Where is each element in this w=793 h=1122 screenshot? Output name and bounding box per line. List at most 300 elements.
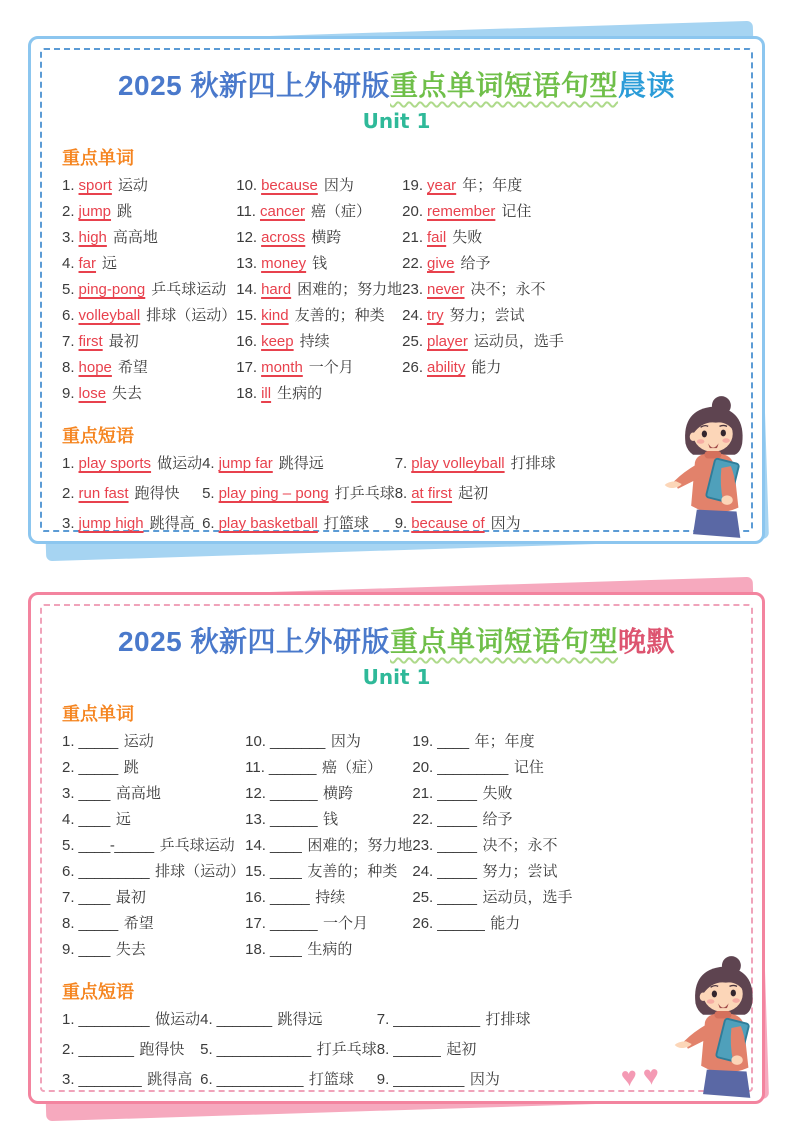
word-blank-item [245, 811, 412, 829]
word-blank-item [62, 889, 245, 907]
word-item [62, 229, 236, 247]
item-number: 8. [62, 915, 75, 932]
item-number: 19. [402, 177, 423, 194]
item-word: ability [427, 359, 466, 376]
item-meaning: 希望 [123, 915, 154, 932]
phrase-blank-item [200, 1011, 377, 1029]
item-meaning: 因为 [490, 515, 521, 532]
item-number: 18. [245, 941, 266, 958]
item-word: year [427, 177, 457, 194]
item-blank: ______ [269, 811, 318, 828]
item-number: 20. [412, 759, 434, 776]
phrase-item [395, 485, 556, 503]
item-meaning: 跑得快 [134, 485, 180, 502]
item-blank: _____ [78, 733, 118, 750]
hearts-decoration [620, 1060, 666, 1094]
item-blank: _____ [437, 785, 477, 802]
item-meaning: 排球（运动） [146, 307, 237, 324]
item-meaning: 高高地 [112, 229, 158, 246]
item-number: 22. [402, 255, 423, 272]
item-word: keep [261, 333, 294, 350]
item-meaning: 因为 [323, 177, 354, 194]
morning-phrases-heading: 重点短语 [62, 426, 134, 446]
word-blank-item [245, 863, 412, 881]
word-blank-item [62, 941, 245, 959]
word-item [402, 203, 564, 221]
item-word: cancer [259, 203, 306, 220]
item-number: 7. [62, 333, 75, 350]
item-number: 21. [412, 785, 434, 802]
item-meaning: 运动员，选手 [473, 333, 564, 350]
item-meaning: 运动员，选手 [482, 889, 573, 906]
item-phrase: play ping – pong [218, 485, 329, 502]
item-meaning: 横跨 [323, 785, 354, 802]
item-number: 4. [200, 1011, 213, 1028]
item-number: 24. [402, 307, 423, 324]
word-blank-item [412, 811, 572, 829]
word-item [62, 255, 236, 273]
item-meaning: 友善的；种类 [307, 863, 398, 880]
word-item [62, 281, 236, 299]
word-blank-item [62, 759, 245, 777]
item-meaning: 乒乓球运动 [151, 281, 227, 298]
item-number: 23. [412, 837, 434, 854]
item-number: 11. [236, 203, 256, 220]
word-item [62, 359, 236, 377]
item-number: 9. [394, 515, 408, 532]
item-number: 8. [394, 485, 408, 502]
item-number: 6. [200, 1071, 213, 1088]
phrase-item [395, 455, 556, 473]
item-word: far [78, 255, 97, 272]
item-blank: ____ [269, 863, 302, 880]
phrase-item [202, 455, 395, 473]
item-phrase: because of [411, 515, 485, 532]
item-meaning: 持续 [315, 889, 346, 906]
item-word: across [261, 229, 306, 246]
word-item [62, 307, 236, 325]
item-phrase: at first [411, 485, 453, 502]
item-blank: ______ [269, 915, 318, 932]
item-word: ill [261, 385, 272, 402]
item-meaning: 最初 [115, 889, 146, 906]
item-meaning: 癌（症） [321, 759, 382, 776]
item-meaning: 打排球 [510, 455, 556, 472]
item-phrase: play sports [78, 455, 152, 472]
item-word: high [78, 229, 107, 246]
word-column [402, 177, 564, 411]
phrase-item [202, 485, 395, 503]
item-meaning: 生病的 [277, 385, 323, 402]
item-number: 17. [236, 359, 258, 376]
item-blank: _____ [437, 863, 477, 880]
item-number: 16. [236, 333, 258, 350]
item-meaning: 做运动 [155, 1011, 201, 1028]
morning-panel [28, 36, 765, 544]
item-meaning: 持续 [299, 333, 330, 350]
word-blank-item [412, 759, 572, 777]
phrase-blank-item [377, 1071, 531, 1089]
item-word: try [427, 307, 444, 324]
item-word: month [261, 359, 303, 376]
item-meaning: 给予 [482, 811, 513, 828]
item-number: 3. [62, 785, 75, 802]
item-word: player [427, 333, 468, 350]
item-number: 16. [245, 889, 266, 906]
heart-icon: ♥ [619, 1061, 644, 1093]
phrase-column [62, 455, 202, 545]
item-number: 3. [62, 1071, 75, 1088]
item-blank: ____ [78, 811, 110, 828]
item-meaning: 跳得高 [149, 515, 195, 532]
item-meaning: 起初 [458, 485, 489, 502]
word-column [62, 733, 245, 967]
word-blank-item [245, 733, 412, 751]
item-number: 4. [62, 255, 75, 272]
item-meaning: 能力 [490, 915, 521, 932]
item-number: 5. [200, 1041, 213, 1058]
morning-word-columns [42, 177, 751, 411]
evening-title [42, 620, 751, 660]
item-word: give [427, 255, 455, 272]
word-item [236, 255, 402, 273]
word-item [236, 229, 402, 247]
title-edition: 2025 秋新四上外研版 [117, 70, 391, 101]
item-meaning: 决不；永不 [482, 837, 558, 854]
item-meaning: 打乒乓球 [334, 485, 395, 502]
item-meaning: 努力；尝试 [449, 307, 525, 324]
item-meaning: 起初 [446, 1041, 477, 1058]
item-meaning: 跳得远 [278, 455, 324, 472]
morning-title [42, 64, 751, 104]
item-phrase: play basketball [218, 515, 318, 532]
item-number: 12. [245, 785, 266, 802]
item-blank: _____ [269, 889, 310, 906]
phrase-column [395, 455, 556, 545]
item-meaning: 友善的；种类 [294, 307, 385, 324]
morning-dashed-frame [40, 48, 753, 532]
phrase-column [62, 1011, 200, 1101]
item-word: sport [78, 177, 112, 194]
title-topic: 重点单词短语句型 [390, 626, 619, 657]
item-word: hard [261, 281, 292, 298]
item-meaning: 高高地 [115, 785, 161, 802]
morning-phrase-columns [42, 455, 751, 545]
evening-unit-label: Unit 1 [362, 665, 431, 689]
item-word: money [261, 255, 307, 272]
phrase-item [62, 455, 202, 473]
item-meaning: 跑得快 [139, 1041, 185, 1058]
item-meaning: 打排球 [485, 1011, 531, 1028]
evening-word-columns [42, 733, 751, 967]
item-number: 1. [62, 455, 75, 472]
item-meaning: 记住 [501, 203, 532, 220]
item-meaning: 远 [102, 255, 118, 272]
word-blank-item [245, 759, 412, 777]
item-number: 26. [412, 915, 434, 932]
word-blank-item [412, 915, 572, 933]
item-meaning: 一个月 [323, 915, 369, 932]
item-number: 14. [245, 837, 266, 854]
item-blank: _________ [393, 1071, 464, 1088]
title-edition: 2025 秋新四上外研版 [117, 626, 391, 657]
item-blank: ___________ [393, 1011, 480, 1028]
word-item [402, 333, 564, 351]
word-blank-item [412, 785, 572, 803]
item-number: 12. [236, 229, 258, 246]
item-number: 10. [245, 733, 266, 750]
item-meaning: 打篮球 [308, 1071, 354, 1088]
item-meaning: 失去 [112, 385, 143, 402]
word-item [402, 359, 564, 377]
item-blank: _______ [78, 1041, 134, 1058]
item-blank: _______ [216, 1011, 272, 1028]
morning-card [28, 36, 765, 544]
item-number: 2. [62, 1041, 75, 1058]
phrase-blank-item [62, 1041, 200, 1059]
item-meaning: 横跨 [311, 229, 342, 246]
heart-icon: ♥ [641, 1059, 666, 1091]
item-blank: ____ [78, 941, 110, 958]
phrase-blank-item [200, 1041, 377, 1059]
item-blank: _____ [78, 915, 118, 932]
evening-dashed-frame [40, 604, 753, 1092]
phrase-blank-item [377, 1041, 531, 1059]
word-item [62, 203, 236, 221]
item-number: 17. [245, 915, 266, 932]
phrase-column [200, 1011, 377, 1101]
word-item [402, 281, 564, 299]
item-number: 23. [402, 281, 423, 298]
phrase-item [62, 485, 202, 503]
item-number: 20. [402, 203, 423, 220]
phrase-item [202, 515, 395, 533]
morning-unit-label: Unit 1 [362, 109, 431, 133]
item-meaning: 远 [115, 811, 131, 828]
item-meaning: 最初 [108, 333, 139, 350]
phrase-column [202, 455, 395, 545]
item-number: 22. [412, 811, 434, 828]
item-number: 6. [62, 307, 75, 324]
item-number: 9. [62, 941, 75, 958]
item-number: 15. [236, 307, 258, 324]
item-meaning: 癌（症） [311, 203, 372, 220]
word-blank-item [62, 915, 245, 933]
title-session: 晚默 [618, 626, 676, 657]
item-meaning: 打篮球 [323, 515, 369, 532]
item-meaning: 因为 [469, 1071, 500, 1088]
item-blank: ______ [268, 759, 316, 776]
item-meaning: 失去 [115, 941, 146, 958]
item-blank: ____ [437, 733, 469, 750]
word-item [236, 333, 402, 351]
title-session: 晨读 [618, 70, 676, 101]
item-blank: _______ [269, 733, 325, 750]
item-number: 8. [376, 1041, 390, 1058]
item-blank: ______ [269, 785, 318, 802]
item-word: jump [78, 203, 112, 220]
item-word: ping-pong [78, 281, 146, 298]
item-number: 11. [245, 759, 265, 776]
item-number: 6. [202, 515, 215, 532]
item-number: 3. [62, 515, 75, 532]
word-item [402, 307, 564, 325]
item-number: 3. [62, 229, 75, 246]
item-meaning: 跳 [117, 203, 133, 220]
word-item [62, 333, 236, 351]
evening-card [28, 592, 765, 1104]
item-blank: _____ [437, 811, 477, 828]
item-meaning: 运动 [117, 177, 148, 194]
item-word: hope [78, 359, 112, 376]
phrase-blank-item [377, 1011, 531, 1029]
item-word: lose [78, 385, 107, 402]
word-item [236, 203, 402, 221]
item-word: because [261, 177, 318, 194]
item-word: fail [427, 229, 447, 246]
item-blank: _________ [437, 759, 508, 776]
morning-words-heading: 重点单词 [62, 148, 134, 168]
item-number: 7. [376, 1011, 390, 1028]
word-column [245, 733, 412, 967]
word-item [236, 359, 402, 377]
item-number: 2. [62, 485, 75, 502]
item-number: 25. [402, 333, 423, 350]
item-meaning: 困难的；努力地 [297, 281, 403, 298]
phrase-item [62, 515, 202, 533]
word-blank-item [245, 837, 412, 855]
item-meaning: 努力；尝试 [482, 863, 558, 880]
item-number: 2. [62, 203, 75, 220]
item-blank: _____ [437, 837, 477, 854]
item-meaning: 打乒乓球 [316, 1041, 377, 1058]
item-number: 2. [62, 759, 75, 776]
item-blank: ____________ [216, 1041, 311, 1058]
teacher-illustration [659, 394, 763, 546]
item-phrase: jump far [218, 455, 273, 472]
word-column [236, 177, 402, 411]
item-meaning: 钱 [312, 255, 328, 272]
item-number: 9. [62, 385, 75, 402]
item-number: 1. [62, 1011, 75, 1028]
item-number: 5. [202, 485, 215, 502]
item-number: 19. [412, 733, 434, 750]
phrase-column [377, 1011, 531, 1101]
item-meaning: 年；年度 [462, 177, 523, 194]
word-item [402, 177, 564, 195]
item-blank: ____ [269, 941, 302, 958]
item-blank: _________ [78, 863, 150, 880]
phrase-blank-item [62, 1011, 200, 1029]
word-item [236, 385, 402, 403]
word-blank-item [62, 863, 245, 881]
item-word: volleyball [78, 307, 141, 324]
word-blank-item [412, 837, 572, 855]
word-blank-item [412, 889, 572, 907]
word-item [62, 385, 236, 403]
item-number: 6. [62, 863, 75, 880]
item-meaning: 做运动 [157, 455, 203, 472]
word-item [236, 307, 402, 325]
item-phrase: run fast [78, 485, 129, 502]
evening-words-heading: 重点单词 [62, 704, 134, 724]
word-item [402, 255, 564, 273]
item-meaning: 一个月 [308, 359, 354, 376]
item-meaning: 跳得高 [147, 1071, 193, 1088]
item-phrase: play volleyball [411, 455, 505, 472]
item-number: 10. [236, 177, 258, 194]
word-blank-item [245, 889, 412, 907]
word-blank-item [245, 785, 412, 803]
item-number: 15. [245, 863, 266, 880]
item-word: remember [427, 203, 496, 220]
item-number: 13. [245, 811, 266, 828]
item-meaning: 记住 [513, 759, 544, 776]
word-item [402, 229, 564, 247]
item-word: first [78, 333, 103, 350]
item-blank: _____ [437, 889, 477, 906]
item-blank: ________ [78, 1071, 142, 1088]
item-phrase: jump high [78, 515, 144, 532]
item-blank: ____ [269, 837, 302, 854]
item-meaning: 跳得远 [277, 1011, 323, 1028]
item-number: 8. [62, 359, 75, 376]
item-blank: ___________ [216, 1071, 303, 1088]
teacher-illustration [669, 954, 773, 1106]
word-blank-item [412, 863, 572, 881]
item-meaning: 钱 [323, 811, 339, 828]
item-number: 13. [236, 255, 258, 272]
item-meaning: 决不；永不 [470, 281, 546, 298]
item-meaning: 乒乓球运动 [159, 837, 235, 854]
item-number: 1. [62, 733, 75, 750]
item-number: 4. [202, 455, 215, 472]
word-column [62, 177, 236, 411]
item-number: 4. [62, 811, 75, 828]
item-number: 7. [62, 889, 75, 906]
item-number: 24. [412, 863, 434, 880]
item-number: 25. [412, 889, 434, 906]
word-blank-item [62, 811, 245, 829]
evening-panel [28, 592, 765, 1104]
item-meaning: 因为 [330, 733, 361, 750]
item-number: 5. [62, 837, 75, 854]
item-number: 9. [376, 1071, 390, 1088]
item-meaning: 生病的 [307, 941, 353, 958]
item-blank: _____ [78, 759, 118, 776]
word-item [236, 177, 402, 195]
word-item [236, 281, 402, 299]
evening-phrases-heading: 重点短语 [62, 982, 134, 1002]
title-topic: 重点单词短语句型 [390, 70, 619, 101]
item-number: 18. [236, 385, 258, 402]
item-word: never [427, 281, 465, 298]
word-blank-item [245, 941, 412, 959]
phrase-blank-item [200, 1071, 377, 1089]
item-number: 21. [402, 229, 423, 246]
item-blank: ______ [393, 1041, 441, 1058]
word-item [62, 177, 236, 195]
item-meaning: 排球（运动） [155, 863, 246, 880]
word-column [412, 733, 572, 967]
item-number: 7. [394, 455, 408, 472]
item-meaning: 跳 [123, 759, 139, 776]
item-meaning: 失败 [452, 229, 483, 246]
item-number: 1. [62, 177, 75, 194]
phrase-blank-item [62, 1071, 200, 1089]
item-meaning: 希望 [117, 359, 148, 376]
item-meaning: 运动 [123, 733, 154, 750]
